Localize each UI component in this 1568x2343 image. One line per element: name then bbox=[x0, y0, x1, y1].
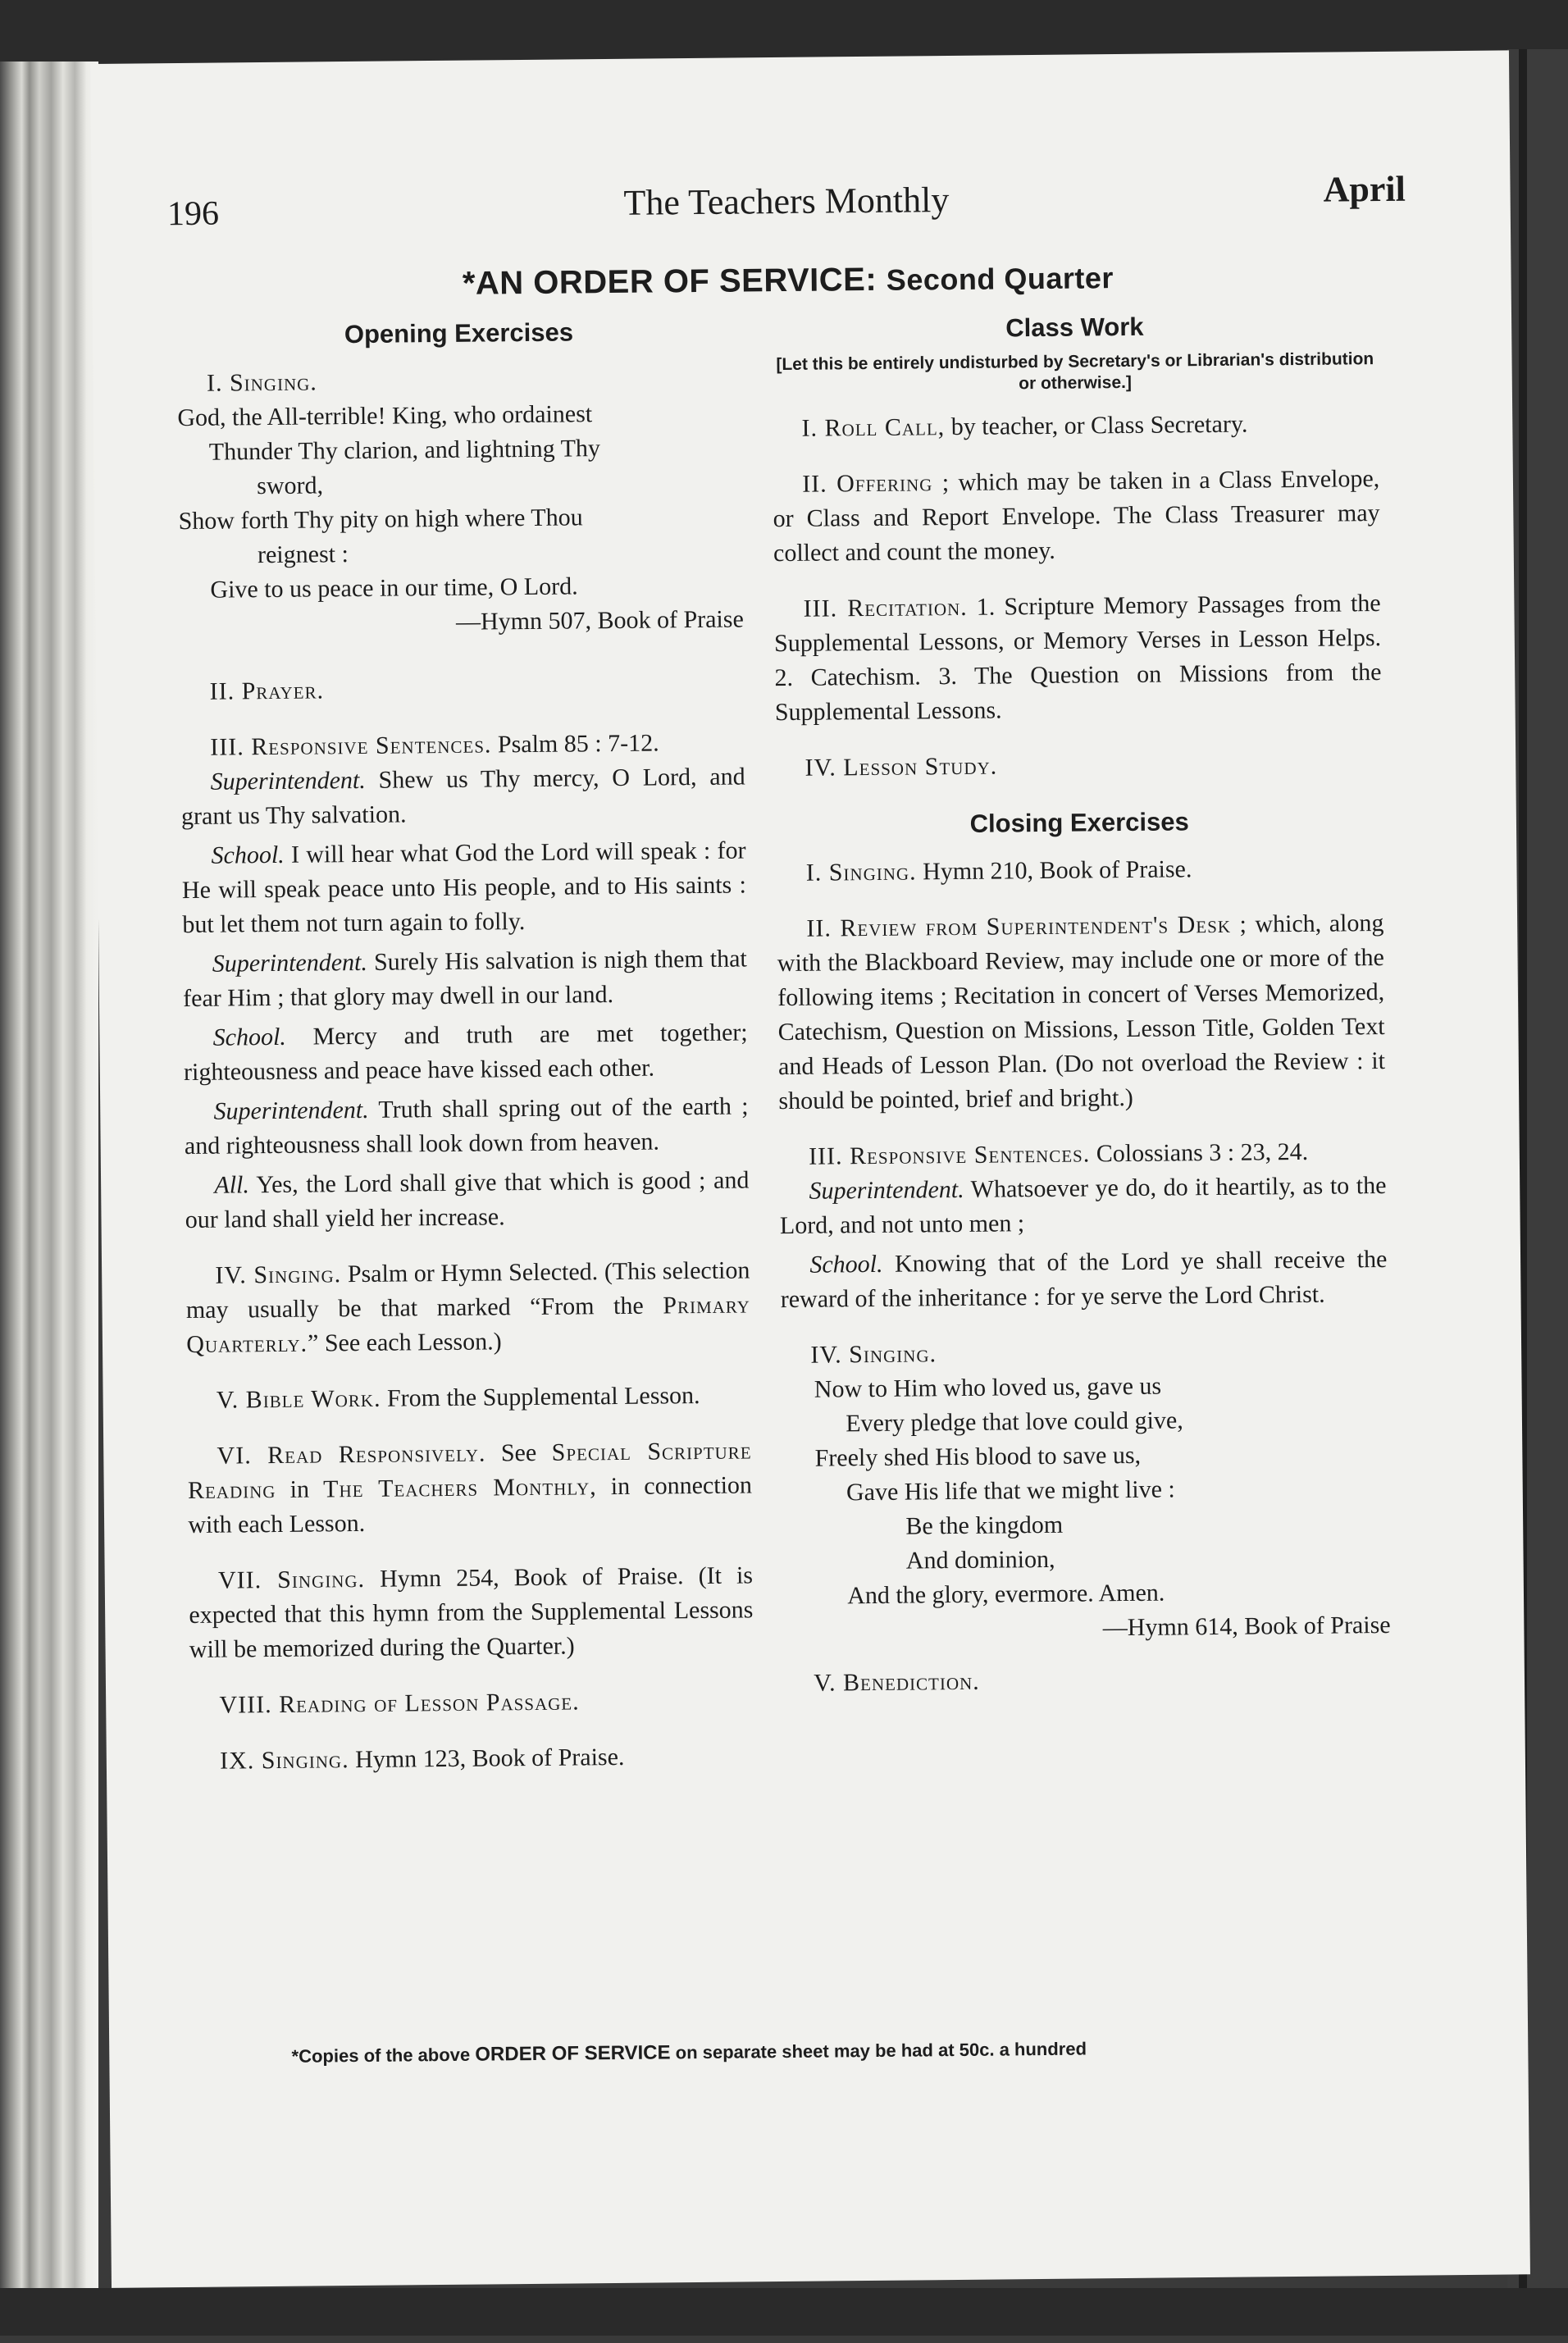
hymn-line: reignest : bbox=[257, 540, 349, 569]
title-main: *AN ORDER OF SERVICE: bbox=[462, 261, 877, 302]
hymn-line: Now to Him who loved us, gave us bbox=[814, 1372, 1162, 1403]
title-sub: Second Quarter bbox=[886, 261, 1114, 297]
responsive-line: School. Knowing that of the Lord ye shall receive the reward of the inheritance : for ye serve the Lord Christ. bbox=[780, 1245, 1388, 1314]
recitation-item: III. Recitation. 1. Scripture Memory Passages from the Supplemental Lessons, or Memory Verses in Lesson Helps. 2. Catechism. 3. The Question on Missions from the Supplemental Lessons. bbox=[773, 590, 1382, 727]
class-work-heading: Class Work bbox=[1005, 312, 1144, 343]
lesson-study-item: IV. Lesson Study. bbox=[805, 752, 998, 782]
closing-hymn-label: IV. Singing. bbox=[810, 1340, 937, 1369]
opening-hymn bbox=[177, 395, 743, 608]
hymn-line: God, the All-terrible! King, who ordainest bbox=[177, 400, 593, 432]
review-item: II. Review from Superintendent's Desk ; which, along with the Blackboard Review, may include one or more of the following items ; Recitation in concert of Verses Memorized, Catechism, Question on Missions, Lesson Title, Golden Text and Heads of Lesson Plan. (Do not overload the Review : it should be pointed, brief and bright.) bbox=[777, 909, 1386, 1115]
hymn-line: Be the kingdom bbox=[905, 1511, 1064, 1540]
opening-exercises-heading: Opening Exercises bbox=[344, 317, 574, 349]
singing-memorized-item: VII. Singing. Hymn 254, Book of Praise. (It is expected that this hymn from the Supplemental Lessons will be memorized during the Quarter.) bbox=[189, 1561, 754, 1664]
hymn-attribution: —Hymn 507, Book of Praise bbox=[455, 605, 744, 636]
bible-work-item: V. Bible Work. From the Supplemental Lesson. bbox=[216, 1382, 700, 1414]
responsive-sentences-item: III. Responsive Sentences. Psalm 85 : 7-12. bbox=[210, 729, 659, 761]
right-column bbox=[771, 304, 1391, 1714]
hymn-line: Thunder Thy clarion, and lightning Thy bbox=[208, 435, 601, 466]
footnote: *Copies of the above ORDER OF SERVICE on separate sheet may be had at 50c. a hundred bbox=[291, 2038, 1087, 2067]
responsive-line: Superintendent. Whatsoever ye do, do it heartily, as to the Lord, and not unto men ; bbox=[779, 1171, 1387, 1240]
closing-exercises-heading: Closing Exercises bbox=[969, 807, 1189, 838]
hymn-line: sword, bbox=[257, 472, 324, 500]
page-title bbox=[168, 257, 1408, 306]
responsive-line: Superintendent. Surely His salvation is nigh them that fear Him ; that glory may dwell in our land. bbox=[183, 945, 747, 1013]
roll-call-item: I. Roll Call, by teacher, or Class Secretary. bbox=[801, 410, 1248, 442]
closing-singing-item: I. Singing. Hymn 210, Book of Praise. bbox=[805, 855, 1192, 887]
page-number: 196 bbox=[166, 194, 220, 234]
responsive-line: Superintendent. Shew us Thy mercy, O Lord, and grant us Thy salvation. bbox=[180, 763, 745, 831]
hymn-attribution: —Hymn 614, Book of Praise bbox=[1102, 1611, 1391, 1642]
responsive-line: School. Mercy and truth are met together; righteousness and peace have kissed each other. bbox=[183, 1019, 748, 1087]
read-responsively-item: VI. Read Responsively. See Special Scripture Reading in The Teachers Monthly, in connection with each Lesson. bbox=[187, 1437, 753, 1539]
offering-item: II. Offering ; which may be taken in a Class Envelope, or Class and Report Envelope. The Class Treasurer may collect and count the money. bbox=[773, 465, 1380, 568]
page-header bbox=[166, 168, 1406, 252]
closing-responsive-item: III. Responsive Sentences. Colossians 3 : 23, 24. bbox=[808, 1137, 1309, 1170]
class-work-note: [Let this be entirely undisturbed by Secretary's or Librarian's distribution or otherwise.] bbox=[776, 349, 1374, 394]
hymn-line: Every pledge that love could give, bbox=[846, 1406, 1183, 1438]
responsive-line: Superintendent. Truth shall spring out of the earth ; and righteousness shall look down from heaven. bbox=[184, 1092, 749, 1160]
left-column bbox=[176, 310, 754, 1792]
singing-selected-item: IV. Singing. Psalm or Hymn Selected. (This selection may usually be that marked “From the Primary Quarterly.” See each Lesson.) bbox=[185, 1256, 751, 1359]
month-label: April bbox=[1323, 168, 1406, 210]
hymn-line: And dominion, bbox=[905, 1545, 1055, 1575]
hymn-line: Give to us peace in our time, O Lord. bbox=[210, 572, 578, 604]
closing-hymn bbox=[782, 1367, 1391, 1614]
benediction-item: V. Benediction. bbox=[814, 1667, 980, 1697]
running-title: The Teachers Monthly bbox=[623, 180, 950, 223]
responsive-line: All. Yes, the Lord shall give that which is good ; and our land shall yield her increase. bbox=[185, 1166, 750, 1234]
hymn-line: Freely shed His blood to save us, bbox=[814, 1441, 1142, 1472]
prayer-item: II. Prayer. bbox=[209, 677, 325, 705]
closing-hymn-item: IX. Singing. Hymn 123, Book of Praise. bbox=[219, 1743, 625, 1775]
hymn-line: And the glory, evermore. Amen. bbox=[847, 1579, 1165, 1610]
opening-singing-label: I. Singing. bbox=[206, 368, 317, 397]
lesson-passage-item: VIII. Reading of Lesson Passage. bbox=[219, 1688, 580, 1719]
responsive-line: School. I will hear what God the Lord will speak : for He will speak peace unto His people, and to His saints : but let them not turn again to folly. bbox=[181, 836, 747, 939]
hymn-line: Gave His life that we might live : bbox=[846, 1475, 1175, 1507]
hymn-line: Show forth Thy pity on high where Thou bbox=[178, 504, 583, 536]
